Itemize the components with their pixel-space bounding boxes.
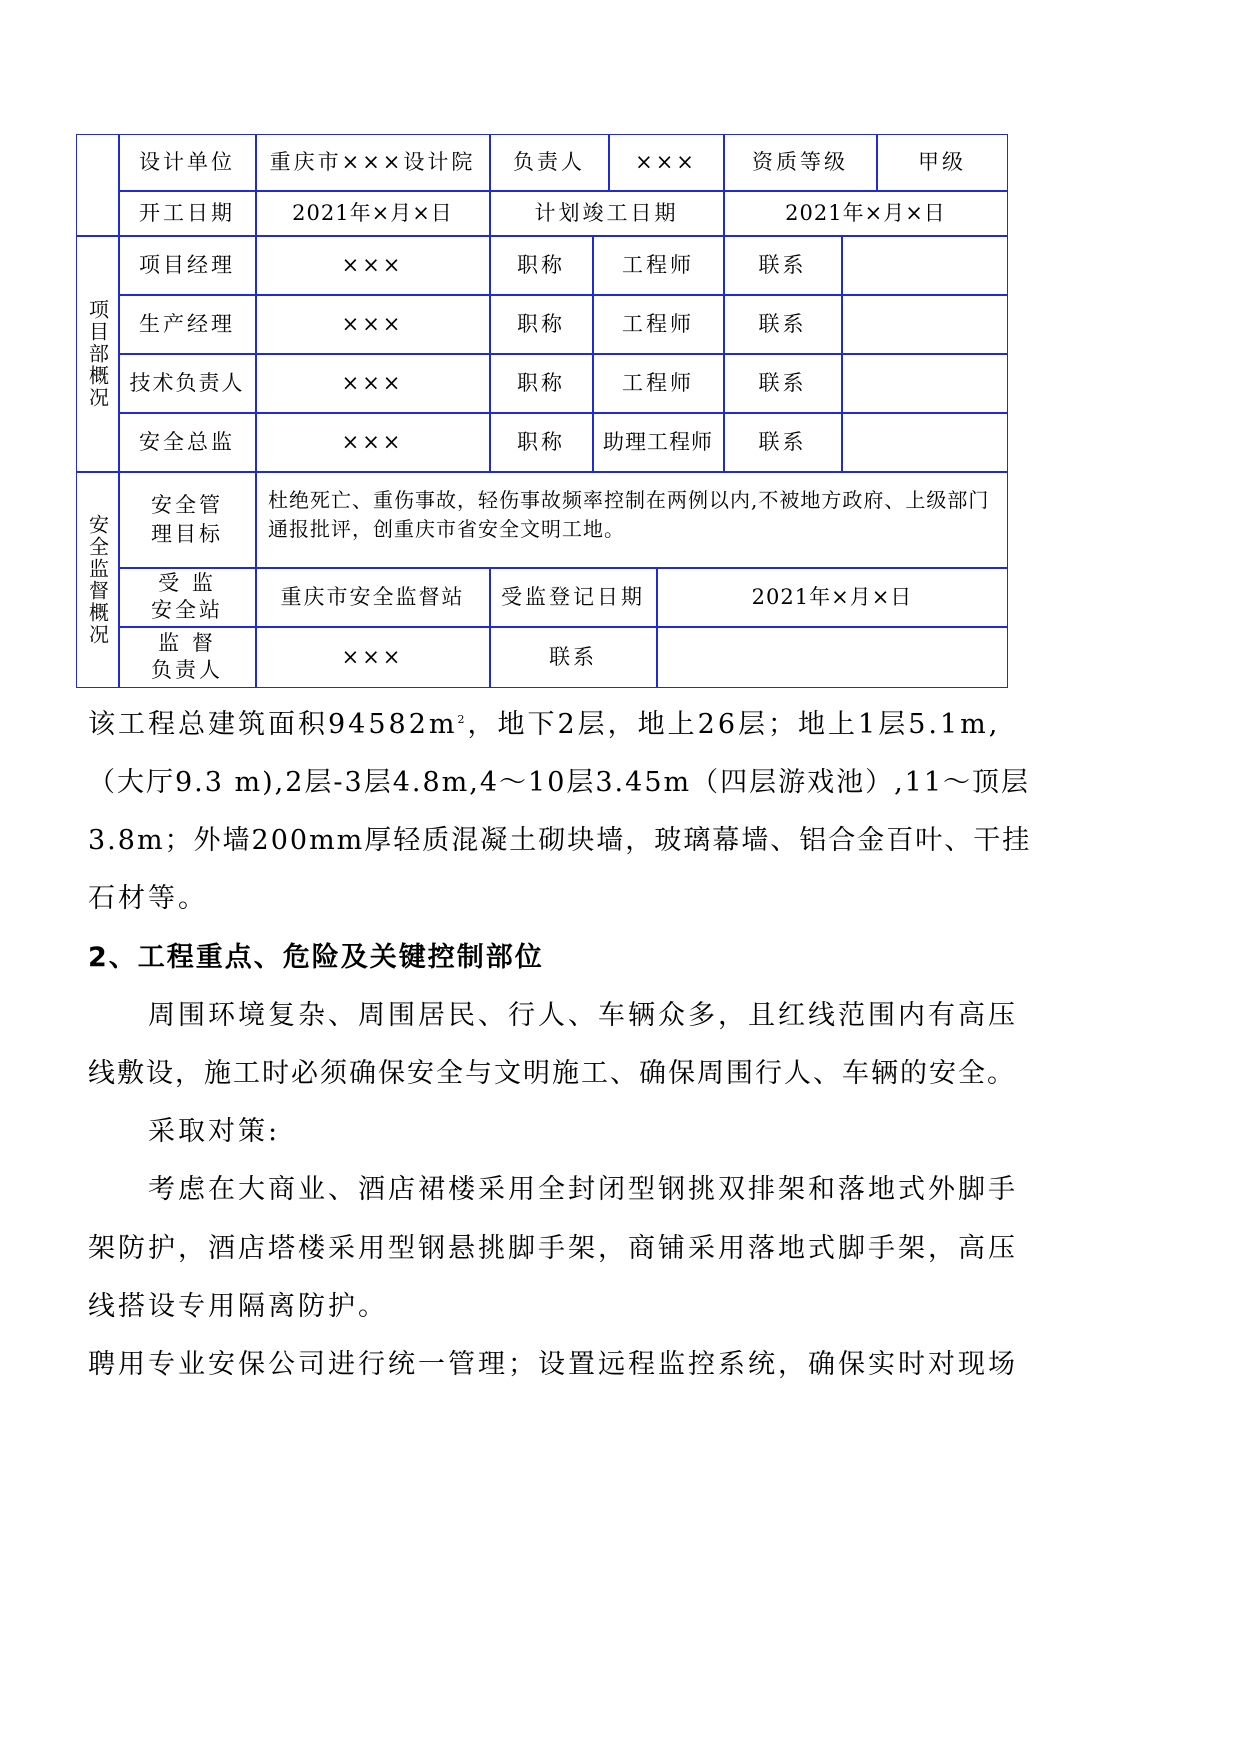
supervisor-label: 监 督 负责人 (151, 631, 223, 682)
staff-contact-label: 联系 (758, 370, 807, 395)
station-label: 受 监 安全站 (151, 571, 223, 622)
staff-title-label: 职称 (517, 311, 565, 336)
design-unit-label: 设计单位 (139, 150, 235, 174)
paragraph-line: 考虑在大商业、酒店裙楼采用全封闭型钢挑双排架和落地式外脚手 (148, 1174, 1018, 1205)
responsible-label: 负责人 (513, 150, 585, 174)
staff-contact (842, 295, 1007, 353)
staff-contact-label: 联系 (758, 429, 807, 454)
staff-role: 安全总监 (139, 429, 235, 454)
design-unit-value: 重庆市×××设计院 (269, 150, 476, 174)
start-date-value: 2021年×月×日 (292, 200, 453, 225)
station-value: 重庆市安全监督站 (280, 584, 465, 609)
paragraph-line: 石材等。 (88, 883, 208, 914)
paragraph-line: 线搭设专用隔离防护。 (88, 1291, 388, 1322)
staff-contact-label: 联系 (758, 311, 807, 336)
planned-completion-label: 计划竣工日期 (534, 200, 679, 225)
staff-title: 工程师 (622, 252, 694, 277)
paragraph-line: 周围环境复杂、周围居民、行人、车辆众多，且红线范围内有高压 (148, 1000, 1018, 1031)
safety-goal-label: 安全管理目标 (151, 492, 223, 546)
qualification-label: 资质等级 (752, 150, 848, 174)
staff-role: 生产经理 (139, 311, 235, 336)
staff-title-label: 职称 (517, 252, 565, 277)
staff-contact (842, 236, 1007, 294)
staff-name: ××× (341, 252, 404, 277)
supervision-side-label-cell (77, 472, 118, 687)
paragraph-line: 架防护，酒店塔楼采用型钢悬挑脚手架，商铺采用落地式脚手架，高压 (88, 1233, 1018, 1264)
register-date-label: 受监登记日期 (501, 584, 645, 609)
paragraph-line: 采取对策: (148, 1116, 281, 1147)
staff-title-label: 职称 (517, 370, 565, 395)
supervision-side-label: 安全监督概况 (85, 513, 110, 646)
staff-contact-label: 联系 (758, 252, 807, 277)
staff-title-label: 职称 (517, 429, 565, 454)
staff-role: 技术负责人 (129, 370, 245, 395)
supervisor-contact-label: 联系 (549, 644, 597, 669)
staff-contact (842, 413, 1007, 471)
project-info-table (76, 134, 1008, 688)
paragraph-line: 该工程总建筑面积$94582m^2$，地下2层，地上26层；地上1层5.1m, (88, 709, 1001, 740)
staff-name: ××× (341, 311, 404, 336)
staff-name: ××× (341, 429, 404, 454)
staff-role: 项目经理 (139, 252, 235, 277)
staff-title: 工程师 (622, 370, 694, 395)
qualification-value: 甲级 (918, 150, 966, 174)
paragraph-line: （大厅9.3 m),2层-3层4.8m,4～10层3.45m（四层游戏池）,11～顶层 (88, 767, 1031, 798)
supervisor-value: ××× (341, 644, 404, 669)
staff-contact (842, 354, 1007, 412)
start-date-label: 开工日期 (139, 200, 235, 225)
staff-title: 助理工程师 (603, 429, 713, 454)
section-heading: 2、工程重点、危险及关键控制部位 (88, 942, 544, 973)
safety-goal-text: 杜绝死亡、重伤事故，轻伤事故频率控制在两例以内,不被地方政府、上级部门通报批评，创重庆市省安全文明工地。 (268, 488, 990, 541)
supervisor-contact-value (657, 627, 1007, 687)
responsible-value: ××× (635, 150, 697, 174)
project-dept-side-label-cell (77, 236, 118, 471)
staff-title: 工程师 (622, 311, 694, 336)
paragraph-line: 聘用专业安保公司进行统一管理；设置远程监控系统，确保实时对现场 (88, 1349, 1018, 1380)
project-dept-side-label: 项目部概况 (85, 298, 110, 409)
planned-completion-value: 2021年×月×日 (785, 200, 946, 225)
paragraph-line: 3.8m；外墙200mm厚轻质混凝土砌块墙，玻璃幕墙、铝合金百叶、干挂 (88, 825, 1032, 856)
register-date-value: 2021年×月×日 (751, 584, 913, 609)
staff-name: ××× (341, 370, 404, 395)
paragraph-line: 线敷设，施工时必须确保安全与文明施工、确保周围行人、车辆的安全。 (88, 1058, 1016, 1089)
